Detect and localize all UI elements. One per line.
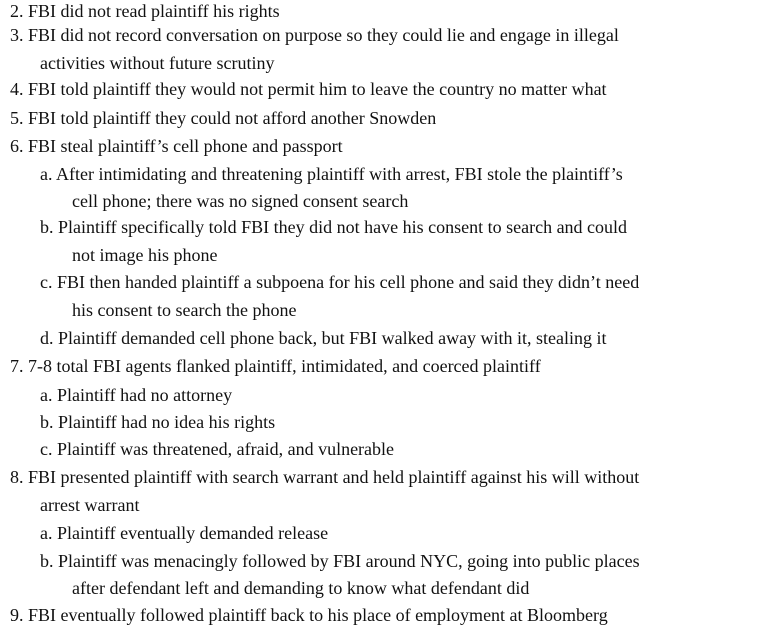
list-subitem-8b-continued [72,577,529,599]
item-text: FBI told plaintiff they could not afford another Snowden [28,108,437,128]
item-text: Plaintiff eventually demanded release [57,523,329,543]
list-item-3 [10,24,619,46]
item-number: 7. [10,356,24,376]
item-letter: d. [40,328,54,348]
list-item-3-continued [40,52,274,74]
list-item-8 [10,466,639,488]
item-text: After intimidating and threatening plaintiff with arrest, FBI stole the plaintiff’s [56,164,623,184]
item-text: FBI did not read plaintiff his rights [28,1,280,21]
item-text: 7-8 total FBI agents flanked plaintiff, intimidated, and coerced plaintiff [28,356,541,376]
list-item-4 [10,78,607,100]
item-text: FBI steal plaintiff’s cell phone and passport [28,136,343,156]
item-letter: c. [40,272,53,292]
item-number: 9. [10,605,24,625]
list-item-7 [10,355,541,377]
item-text: FBI then handed plaintiff a subpoena for his cell phone and said they didn’t need [57,272,640,292]
item-text: FBI told plaintiff they would not permit him to leave the country no matter what [28,79,607,99]
item-text: after defendant left and demanding to know what defendant did [72,578,530,598]
item-number: 2. [10,1,24,21]
item-letter: a. [40,523,53,543]
item-text: Plaintiff specifically told FBI they did not have his consent to search and could [58,217,628,237]
list-subitem-8b [40,550,640,572]
item-letter: a. [40,385,53,405]
list-item-5 [10,107,436,129]
list-subitem-7a [40,384,232,406]
list-subitem-7b [40,411,275,433]
item-text: Plaintiff was threatened, afraid, and vulnerable [57,439,395,459]
item-text: FBI did not record conversation on purpose so they could lie and engage in illegal [28,25,619,45]
list-item-6 [10,135,343,157]
item-text: Plaintiff demanded cell phone back, but FBI walked away with it, stealing it [58,328,607,348]
item-text: Plaintiff was menacingly followed by FBI around NYC, going into public places [58,551,640,571]
item-letter: b. [40,551,54,571]
item-number: 5. [10,108,24,128]
item-text: activities without future scrutiny [40,53,275,73]
list-subitem-6c [40,271,639,293]
list-item-9 [10,604,608,626]
item-letter: b. [40,412,54,432]
item-text: Plaintiff had no attorney [57,385,233,405]
list-subitem-6a-continued [72,190,408,212]
list-subitem-6a [40,163,623,185]
item-number: 3. [10,25,24,45]
item-text: his consent to search the phone [72,300,297,320]
item-letter: b. [40,217,54,237]
list-item-8-continued [40,494,139,516]
list-subitem-6c-continued [72,299,296,321]
item-letter: a. [40,164,53,184]
item-number: 4. [10,79,24,99]
list-subitem-6b [40,216,627,238]
list-item-2 [10,0,280,22]
item-number: 8. [10,467,24,487]
list-subitem-6d [40,327,607,349]
item-text: Plaintiff had no idea his rights [58,412,276,432]
item-text: cell phone; there was no signed consent search [72,191,409,211]
list-subitem-7c [40,438,394,460]
item-number: 6. [10,136,24,156]
list-subitem-8a [40,522,328,544]
item-letter: c. [40,439,53,459]
item-text: FBI eventually followed plaintiff back to his place of employment at Bloomberg [28,605,608,625]
list-subitem-6b-continued [72,244,217,266]
item-text: FBI presented plaintiff with search warrant and held plaintiff against his will without [28,467,640,487]
item-text: arrest warrant [40,495,140,515]
item-text: not image his phone [72,245,218,265]
